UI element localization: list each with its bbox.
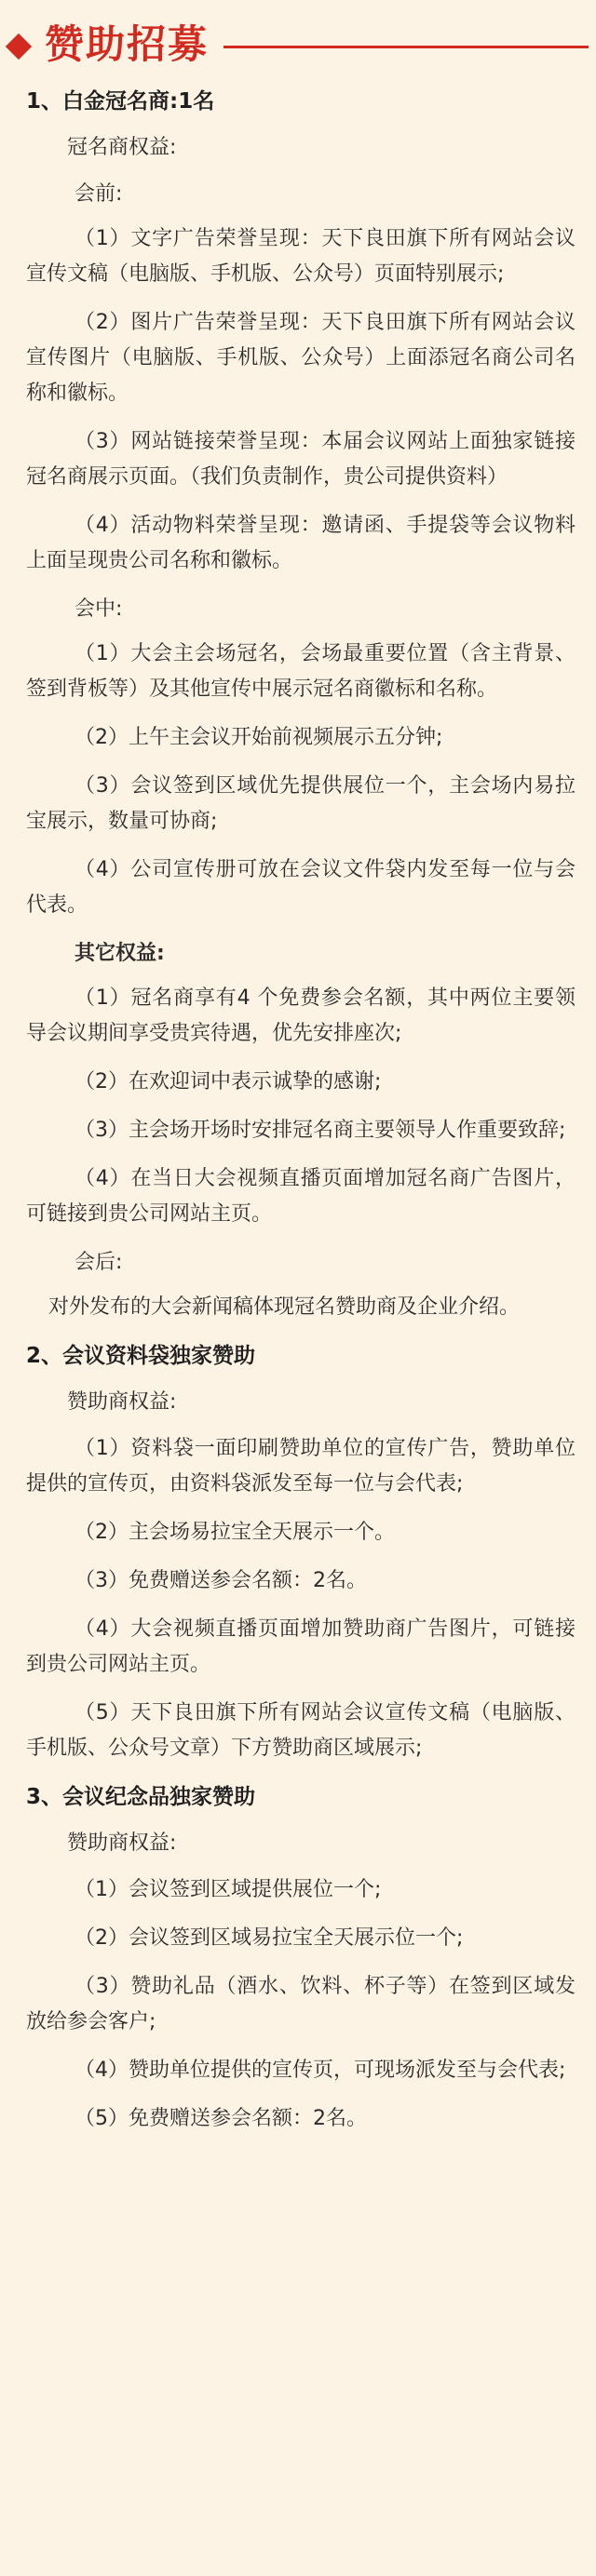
after-text: 对外发布的大会新闻稿体现冠名赞助商及企业介绍。: [48, 1295, 521, 1319]
list-item: （3）免费赠送参会名额：2名。: [74, 1569, 367, 1592]
list-item: （3）赞助礼品（酒水、饮料、杯子等）在签到区域发放给参会客户;: [26, 1975, 576, 2033]
list-item: （3）会议签到区域优先提供展位一个，主会场内易拉宝展示，数量可协商;: [26, 774, 576, 833]
list-item: （4）活动物料荣誉呈现：邀请函、手提袋等会议物料上面呈现贵公司名称和徽标。: [26, 514, 576, 572]
list-item: （1）资料袋一面印刷赞助单位的宣传广告，赞助单位提供的宣传页，由资料袋派发至每一位与会代表;: [26, 1437, 576, 1496]
section-heading-3: 3、会议纪念品独家赞助: [26, 1785, 256, 1809]
rights-label-1: 冠名商权益:: [67, 136, 177, 159]
list-item: （2）图片广告荣誉呈现：天下良田旗下所有网站会议宣传图片（电脑版、手机版、公众号）上面添冠名商公司名称和徽标。: [26, 311, 576, 405]
rights-label-2: 赞助商权益:: [67, 1390, 177, 1414]
list-item: （2）在欢迎词中表示诚挚的感谢;: [74, 1070, 382, 1093]
list-item: （1）冠名商享有4 个免费参会名额，其中两位主要领导会议期间享受贵宾待遇，优先安排座次;: [26, 986, 576, 1045]
rights-label-3: 赞助商权益:: [67, 1831, 177, 1855]
after-label: 会后:: [74, 1251, 123, 1274]
list-item: （1）大会主会场冠名，会场最重要位置（含主背景、签到背板等）及其他宣传中展示冠名商徽标和名称。: [26, 642, 576, 701]
before-label: 会前:: [74, 182, 123, 206]
during-label: 会中:: [74, 597, 123, 621]
title-rule: [224, 46, 589, 48]
list-item: （2）上午主会议开始前视频展示五分钟;: [74, 726, 443, 749]
list-item: （4）大会视频直播页面增加赞助商广告图片，可链接到贵公司网站主页。: [26, 1617, 576, 1676]
diamond-bullet-icon: [6, 34, 32, 60]
list-item: （1）文字广告荣誉呈现：天下良田旗下所有网站会议宣传文稿（电脑版、手机版、公众号）页面特别展示;: [26, 227, 576, 286]
section-heading-1: 1、白金冠名商:1名: [26, 89, 215, 114]
list-item: （4）在当日大会视频直播页面增加冠名商广告图片，可链接到贵公司网站主页。: [26, 1167, 576, 1226]
list-item: （2）会议签到区域易拉宝全天展示位一个;: [74, 1926, 464, 1950]
sponsorship-content: [0, 80, 596, 2150]
list-item: （4）公司宣传册可放在会议文件袋内发至每一位与会代表。: [26, 858, 576, 917]
list-item: （2）主会场易拉宝全天展示一个。: [74, 1521, 395, 1544]
list-item: （5）免费赠送参会名额：2名。: [74, 2107, 367, 2130]
other-rights-label: 其它权益:: [74, 942, 165, 965]
section-title: 赞助招募: [45, 21, 210, 67]
list-item: （1）会议签到区域提供展位一个;: [74, 1878, 382, 1901]
section-heading-2: 2、会议资料袋独家赞助: [26, 1344, 256, 1368]
list-item: （5）天下良田旗下所有网站会议宣传文稿（电脑版、手机版、公众号文章）下方赞助商区域展示;: [26, 1701, 576, 1760]
list-item: （4）赞助单位提供的宣传页，可现场派发至与会代表;: [74, 2059, 566, 2082]
list-item: （3）主会场开场时安排冠名商主要领导人作重要致辞;: [74, 1119, 566, 1142]
list-item: （3）网站链接荣誉呈现：本届会议网站上面独家链接冠名商展示页面。（我们负责制作，贵公司提供资料）: [26, 430, 576, 489]
